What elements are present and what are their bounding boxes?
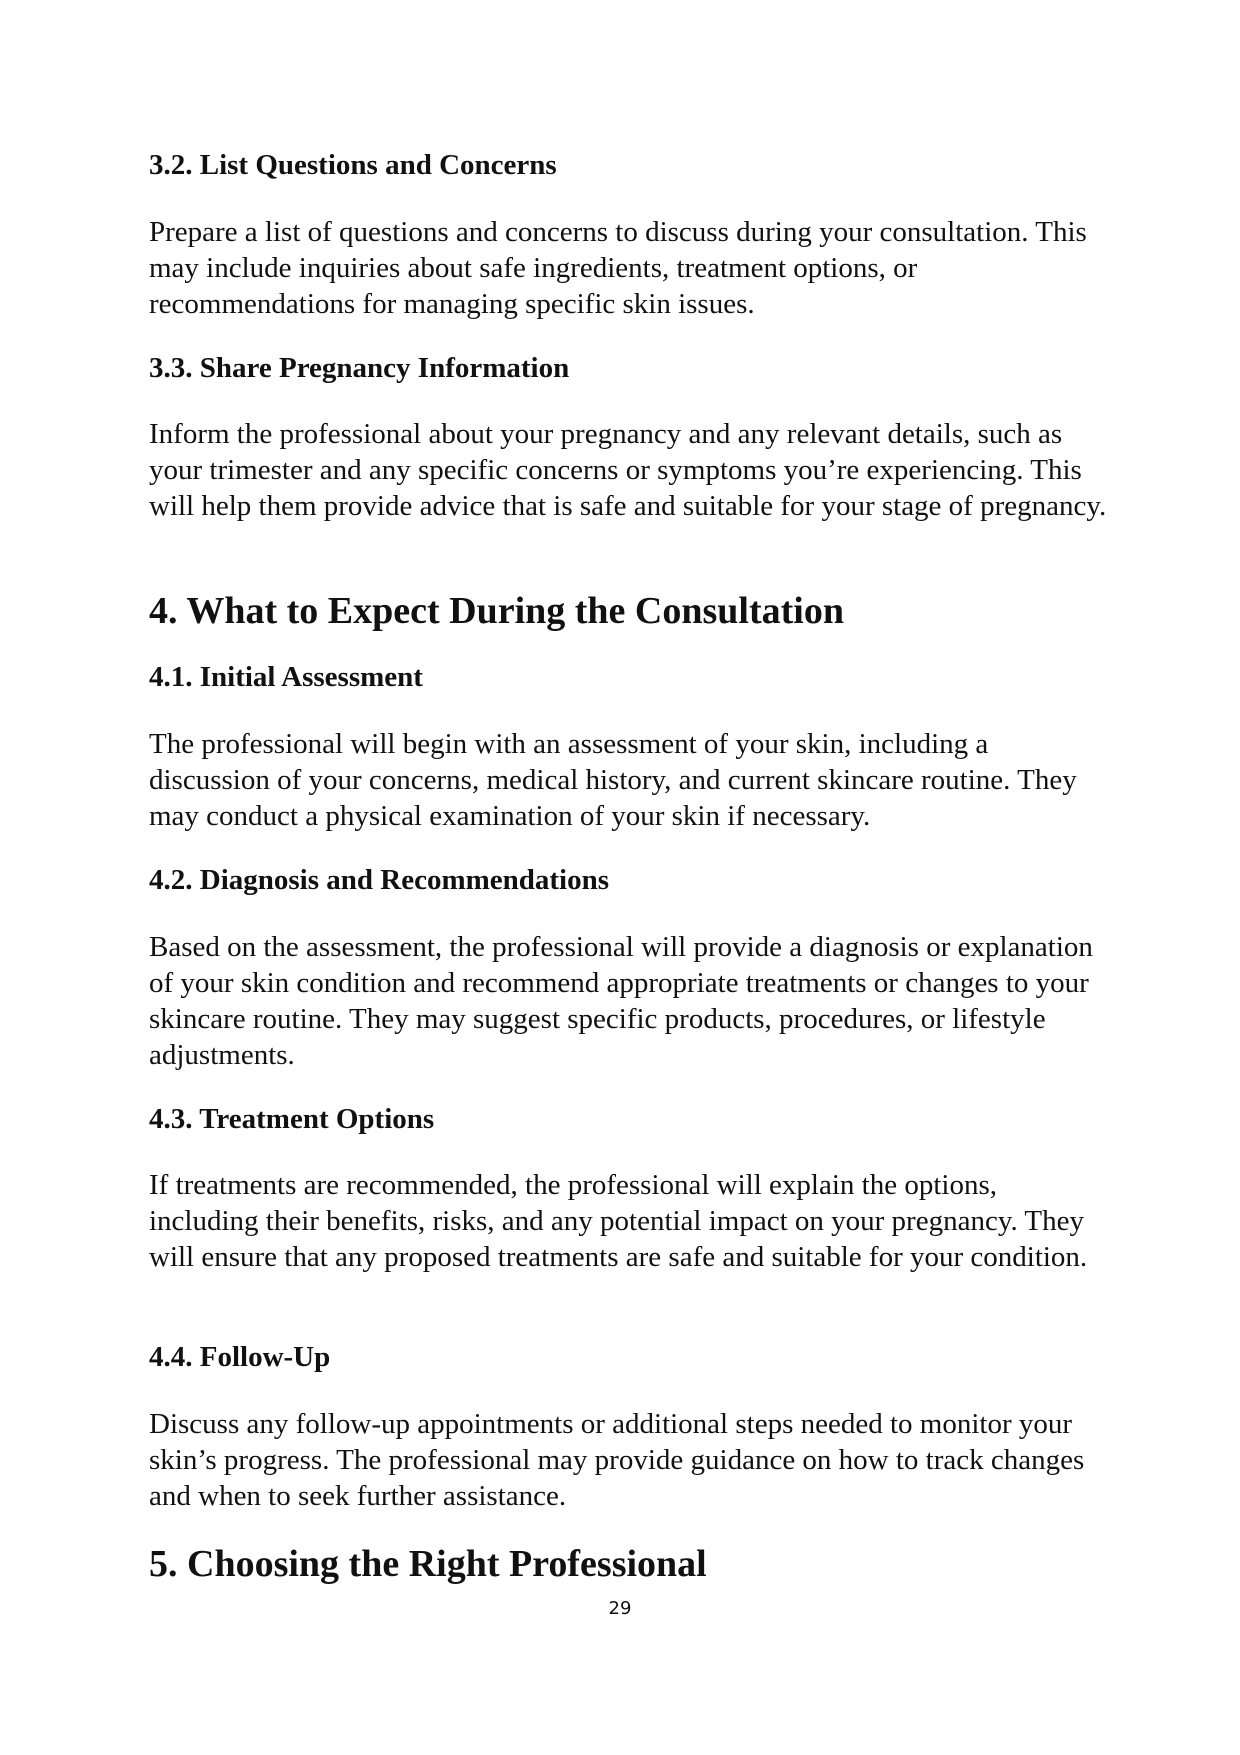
section-body-3-3: Inform the professional about your pregnancy and any relevant details, such as your trimester and any specific concerns or symptoms you’re experiencing. This will help them provide advice that is safe and suitable for your stage of pregnancy. xyxy=(149,418,1107,522)
section-heading-4-3: 4.3. Treatment Options xyxy=(149,1103,435,1135)
section-body-3-2: Prepare a list of questions and concerns to discuss during your consultation. This may include inquiries about safe ingredients, treatment options, or recommendations for managing specific skin issues. xyxy=(149,216,1087,320)
section-body-4-1: The professional will begin with an assessment of your skin, including a discussion of your concerns, medical history, and current skincare routine. They may conduct a physical examination of your skin if necessary. xyxy=(149,728,1077,832)
section-heading-4-1: 4.1. Initial Assessment xyxy=(149,661,423,693)
section-body-4-3: If treatments are recommended, the professional will explain the options, including their benefits, risks, and any potential impact on your pregnancy. They will ensure that any proposed treatments are safe and suitable for your condition. xyxy=(149,1169,1088,1273)
chapter-heading-4: 4. What to Expect During the Consultation xyxy=(149,590,844,632)
chapter-heading-5: 5. Choosing the Right Professional xyxy=(149,1543,707,1585)
section-body-4-2: Based on the assessment, the professional will provide a diagnosis or explanation of your skin condition and recommend appropriate treatments or changes to your skincare routine. They may suggest specific products, procedures, or lifestyle adjustments. xyxy=(149,931,1093,1071)
section-heading-3-2: 3.2. List Questions and Concerns xyxy=(149,149,557,181)
section-heading-4-2: 4.2. Diagnosis and Recommendations xyxy=(149,864,610,896)
section-body-4-4: Discuss any follow-up appointments or additional steps needed to monitor your skin’s progress. The professional may provide guidance on how to track changes and when to seek further assistance. xyxy=(149,1408,1085,1512)
page-number: 29 xyxy=(608,1598,632,1619)
section-heading-3-3: 3.3. Share Pregnancy Information xyxy=(149,352,570,384)
section-heading-4-4: 4.4. Follow-Up xyxy=(149,1341,331,1373)
